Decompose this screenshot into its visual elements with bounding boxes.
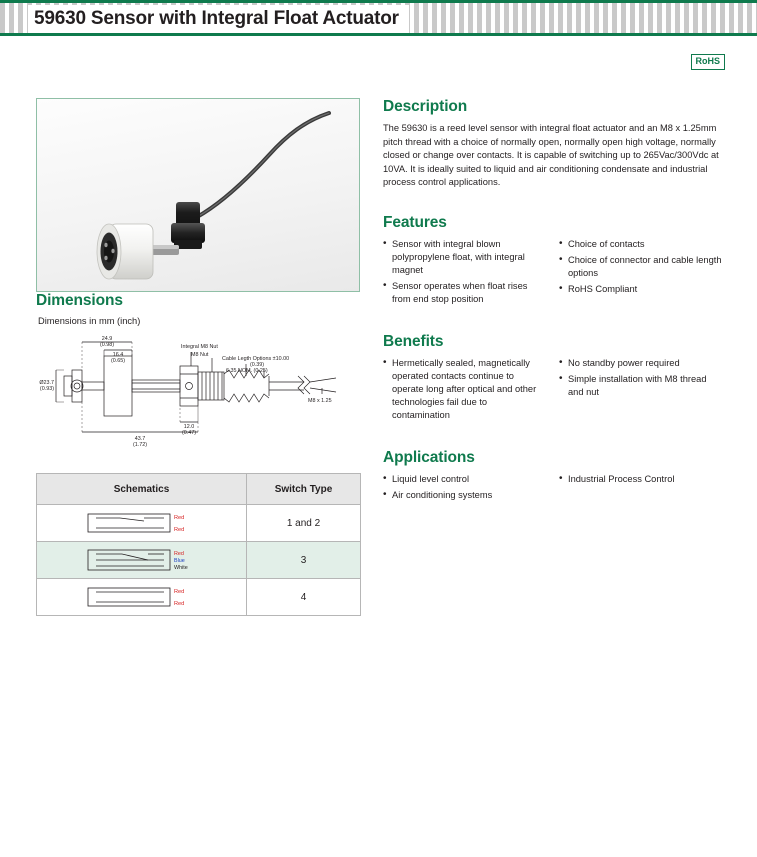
dim-dia-mm: Ø23.7 (39, 380, 54, 386)
schematic-cell-1 (37, 505, 247, 542)
list-item: • Sensor operates when float rises from end stop position (383, 280, 547, 306)
wire-label-red: Red (173, 551, 184, 557)
list-item: • Air conditioning systems (383, 489, 547, 502)
benefits-list (383, 357, 723, 425)
dim-16-4-in: (0.65) (110, 358, 126, 364)
product-photo (36, 98, 360, 292)
wire-label-red-1: Red (173, 515, 184, 521)
applications-heading: Applications (383, 448, 475, 466)
dim-43-7-in: (1.72) (132, 442, 148, 448)
features-list (383, 238, 723, 309)
header-band (0, 3, 757, 33)
schematic-cell-2 (37, 542, 247, 579)
schematic-change-over-icon (52, 544, 232, 576)
rohs-badge: RoHS (691, 54, 726, 70)
table-row (37, 505, 361, 542)
list-item: • Liquid level control (383, 473, 547, 486)
note-cable-length-in: (0.39) (250, 362, 265, 368)
dimensions-technical-drawing (36, 332, 366, 457)
wire-label-white: White (173, 565, 188, 571)
switch-type-cell-3: 4 (247, 579, 361, 616)
column-header-schematics: Schematics (37, 474, 247, 505)
benefits-left-column (383, 357, 547, 425)
dim-dia-in: (0.93) (39, 386, 54, 392)
features-left-column (383, 238, 547, 309)
column-header-switch-type: Switch Type (247, 474, 361, 505)
wire-label-red-2: Red (173, 601, 184, 607)
switch-type-cell-2: 3 (247, 542, 361, 579)
dim-24-9-in: (0.98) (99, 342, 115, 348)
description-heading: Description (383, 98, 468, 115)
dim-24-9-mm: 24.9 (101, 336, 113, 342)
table-row (37, 579, 361, 616)
wire-label-red-2: Red (173, 527, 184, 533)
features-right-column (559, 238, 723, 309)
applications-left-column (383, 473, 547, 505)
list-item: • No standby power required (559, 357, 723, 370)
benefits-right-column (559, 357, 723, 425)
dimensions-heading: Dimensions (36, 292, 123, 309)
dimensions-subheading: Dimensions in mm (inch) (38, 316, 141, 326)
dim-43-7-mm: 43.7 (134, 436, 146, 442)
wire-label-red-1: Red (173, 589, 184, 595)
list-item: • Industrial Process Control (559, 473, 723, 486)
list-item: • Choice of connector and cable length options (559, 254, 723, 280)
note-m8-thread: M8 x 1.25 (308, 398, 332, 404)
applications-list (383, 473, 723, 505)
dim-16-4-mm: 16.4 (112, 352, 124, 358)
schematic-cell-3 (37, 579, 247, 616)
left-column (36, 98, 366, 616)
benefits-heading: Benefits (383, 332, 444, 350)
applications-right-column (559, 473, 723, 505)
product-photo-illustration (37, 99, 359, 291)
table-header-row (37, 474, 361, 505)
dim-12-0-in: (0.47) (181, 430, 197, 436)
schematic-normally-closed-icon (52, 581, 232, 613)
right-column (383, 98, 723, 505)
wire-label-blue: Blue (173, 558, 185, 564)
list-item: • Simple installation with M8 thread and nut (559, 373, 723, 399)
page-title: 59630 Sensor with Integral Float Actuator (28, 5, 409, 33)
header-bottom-rule (0, 33, 757, 36)
schematic-normally-open-icon (52, 507, 232, 539)
description-text: The 59630 is a reed level sensor with integral float actuator and an M8 x 1.25mm pitch thread with a choice of normally open, normally open high voltage, normally closed or change over contacts. It is capable of switching up to 265Vac/300Vdc at 10VA. It is ideally suited to liquid and air conditioning condensate and industrial process control applications. (383, 123, 719, 188)
note-nominal: 6.35 NOM. (0.25) (226, 368, 268, 374)
dimensions-drawing (36, 332, 366, 457)
list-item: • RoHS Compliant (559, 283, 723, 296)
note-cable-length: Cable Legth Options ±10.00 (222, 356, 290, 362)
dim-12-0-mm: 12.0 (183, 424, 195, 430)
table-row (37, 542, 361, 579)
list-item: • Sensor with integral blown polypropylene float, with integral magnet (383, 238, 547, 277)
list-item: • Choice of contacts (559, 238, 723, 251)
features-heading: Features (383, 213, 447, 231)
note-m8-nut: M8 Nut (191, 352, 209, 358)
list-item: • Hermetically sealed, magnetically operated contacts continue to operate long after optical and other technologies fail due to contamination (383, 357, 547, 422)
schematics-table (36, 473, 361, 616)
note-integral-m8-nut: Integral M8 Nut (181, 344, 218, 350)
switch-type-cell-1: 1 and 2 (247, 505, 361, 542)
